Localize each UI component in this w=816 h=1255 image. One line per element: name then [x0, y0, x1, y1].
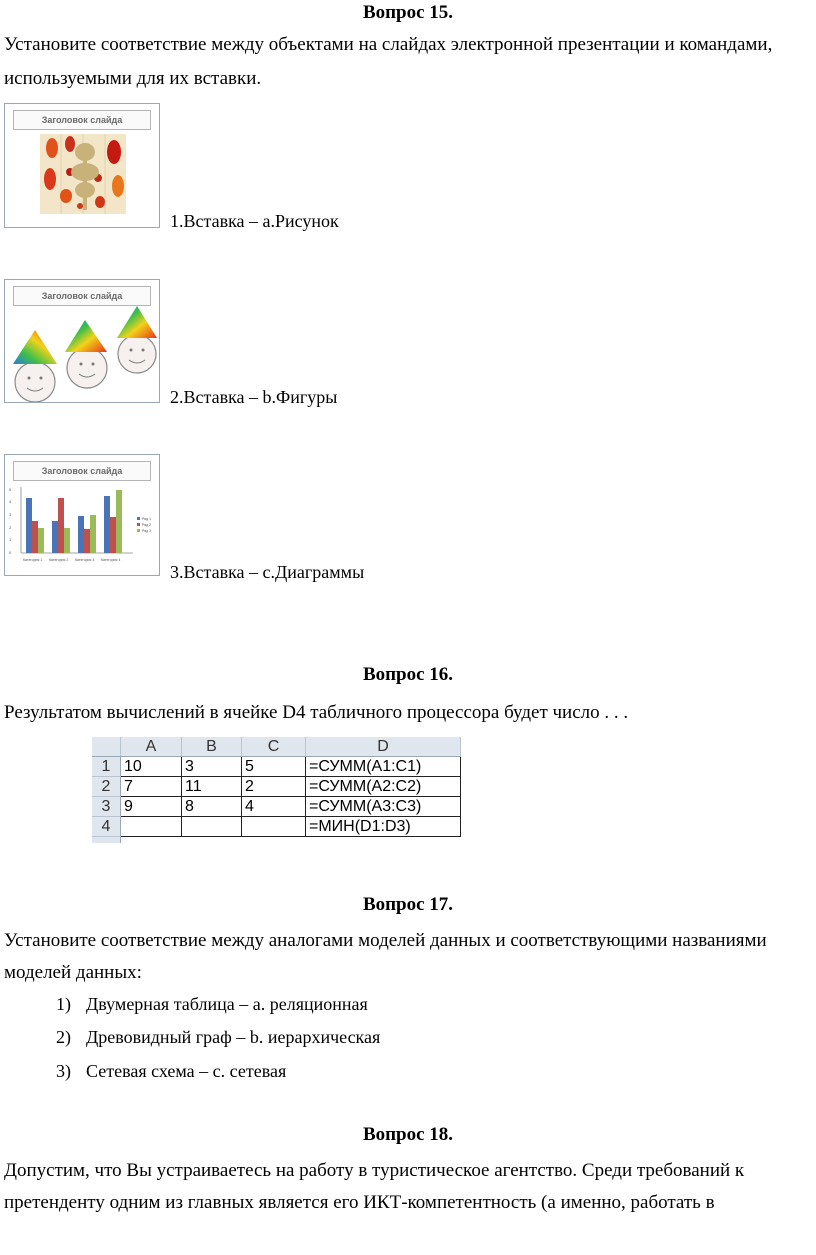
col-header-c: C [242, 737, 306, 757]
table-row [92, 817, 461, 837]
legend-series-3: Ряд 3 [142, 529, 152, 533]
list-item: 2) Древовидный граф – b. иерархическая [56, 1027, 381, 1047]
row-header: 1 [92, 757, 121, 777]
leaf-picture-icon [40, 134, 126, 214]
corner-cell [92, 737, 121, 757]
cell-b1: 3 [182, 757, 242, 777]
slide-thumbnail-chart [4, 454, 160, 576]
clown-shapes-icon [5, 304, 160, 402]
row-header-partial [92, 837, 121, 844]
table-row [92, 777, 461, 797]
slide-caption-2: 2.Вставка – b.Фигуры [170, 387, 338, 407]
row-header: 3 [92, 797, 121, 817]
slide-title: Заголовок слайда [13, 110, 151, 130]
category-4: Категория 4 [101, 558, 121, 562]
table-row [92, 757, 461, 777]
legend-series-2: Ряд 2 [142, 523, 152, 527]
list-item: 3) Сетевая схема – c. сетевая [56, 1061, 287, 1081]
category-1: Категория 1 [23, 558, 43, 562]
table-row [92, 797, 461, 817]
category-3: Категория 3 [75, 558, 95, 562]
slide-caption-1: 1.Вставка – a.Рисунок [170, 211, 339, 231]
slide-thumbnail-picture [4, 103, 160, 228]
q17-text-line1: Установите соответствие между аналогами моделей данных и соответствующими названиями [4, 930, 767, 951]
svg-text:0: 0 [9, 550, 12, 555]
cell-c3: 4 [242, 797, 306, 817]
cell-a4 [121, 817, 182, 837]
q18-text-line1: Допустим, что Вы устраиваетесь на работу в туристическое агентство. Среди требований к [4, 1160, 745, 1181]
cell-d2: =СУММ(A2:C2) [306, 777, 461, 797]
bar-chart-icon [5, 481, 160, 576]
col-header-b: B [182, 737, 242, 757]
cell-a3: 9 [121, 797, 182, 817]
row-header: 4 [92, 817, 121, 837]
q15-text-line1: Установите соответствие между объектами на слайдах электронной презентации и командами, [4, 34, 773, 55]
svg-text:2: 2 [9, 525, 12, 530]
svg-text:3: 3 [9, 512, 12, 517]
slide-thumbnail-shapes [4, 279, 160, 403]
q16-text: Результатом вычислений в ячейке D4 табличного процессора будет число . . . [4, 702, 629, 723]
svg-text:1: 1 [9, 537, 12, 542]
cell-b4 [182, 817, 242, 837]
q15-heading: Вопрос 15. [362, 2, 454, 23]
cell-d3: =СУММ(A3:C3) [306, 797, 461, 817]
q16-heading: Вопрос 16. [362, 664, 454, 685]
svg-text:5: 5 [9, 487, 12, 492]
legend-series-1: Ряд 1 [142, 517, 152, 521]
cell-d1: =СУММ(A1:C1) [306, 757, 461, 777]
cell-b2: 11 [182, 777, 242, 797]
row-header: 2 [92, 777, 121, 797]
cell-a2: 7 [121, 777, 182, 797]
cell-c2: 2 [242, 777, 306, 797]
q18-heading: Вопрос 18. [362, 1124, 454, 1145]
col-header-d: D [306, 737, 461, 757]
cell-d4: =МИН(D1:D3) [306, 817, 461, 837]
slide-title: Заголовок слайда [13, 461, 151, 481]
cell-a1: 10 [121, 757, 182, 777]
q18-text-line2: претенденту одним из главных является его ИКТ-компетентность (а именно, работать в [4, 1192, 715, 1213]
q17-text-line2: моделей данных: [4, 962, 142, 983]
col-header-a: A [121, 737, 182, 757]
list-item: 1) Двумерная таблица – a. реляционная [56, 994, 368, 1014]
svg-text:4: 4 [9, 499, 12, 504]
q17-heading: Вопрос 17. [362, 894, 454, 915]
cell-c4 [242, 817, 306, 837]
slide-caption-3: 3.Вставка – c.Диаграммы [170, 562, 365, 582]
category-2: Категория 2 [49, 558, 69, 562]
spreadsheet-table [92, 737, 461, 843]
slide-title: Заголовок слайда [13, 286, 151, 306]
cell-b3: 8 [182, 797, 242, 817]
q15-text-line2: используемыми для их вставки. [4, 68, 262, 89]
cell-c1: 5 [242, 757, 306, 777]
